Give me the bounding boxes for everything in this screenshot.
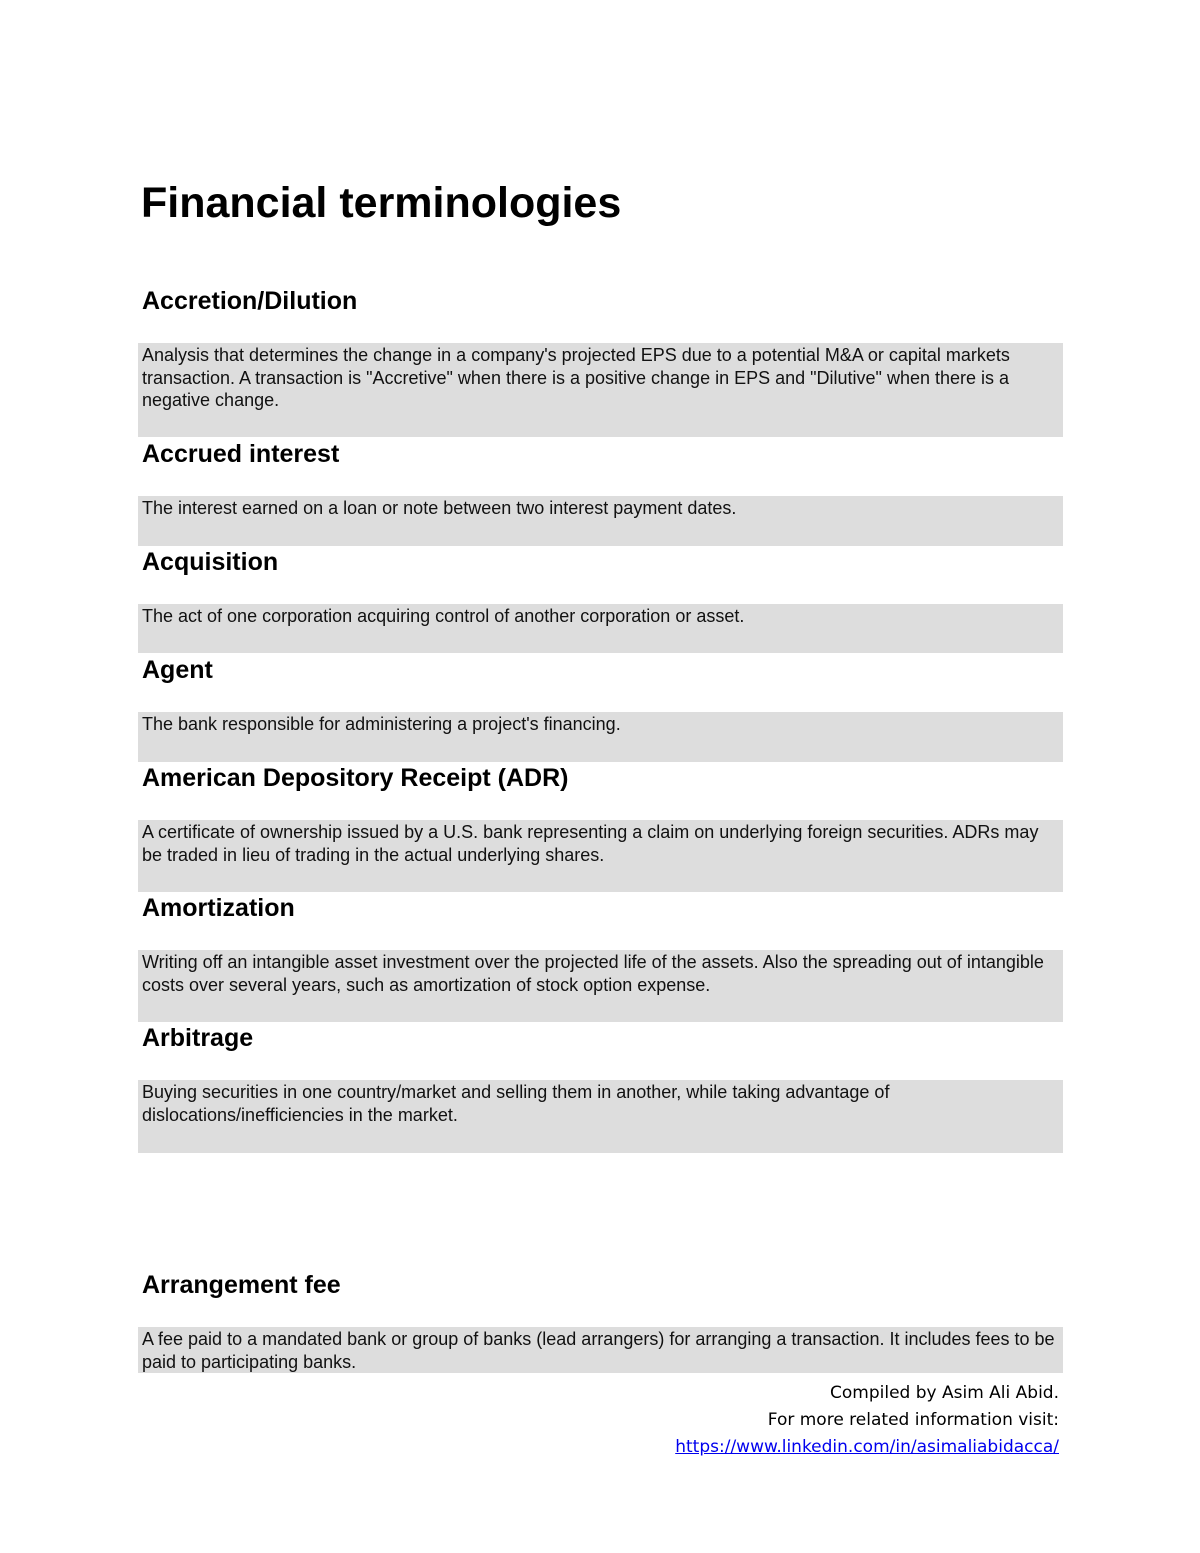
definition-acquisition: The act of one corporation acquiring control of another corporation or asset. <box>138 604 1063 653</box>
footer <box>675 1380 1059 1461</box>
definition-accretion-dilution: Analysis that determines the change in a company's projected EPS due to a potential M&A or capital markets transaction. A transaction is "Accretive" when there is a positive change in EPS and "Dilutive" when there is a negative change. <box>138 343 1063 437</box>
definition-accrued-interest: The interest earned on a loan or note between two interest payment dates. <box>138 496 1063 546</box>
more-info-text: For more related information visit: <box>767 1410 1059 1430</box>
term-heading-acquisition: Acquisition <box>142 548 279 576</box>
term-heading-amortization: Amortization <box>142 894 295 922</box>
term-heading-accretion-dilution: Accretion/Dilution <box>142 287 358 315</box>
definition-arrangement-fee: A fee paid to a mandated bank or group of banks (lead arrangers) for arranging a transaction. It includes fees to be paid to participating banks. <box>138 1327 1063 1373</box>
definition-arbitrage: Buying securities in one country/market and selling them in another, while taking advantage of dislocations/inefficiencies in the market. <box>138 1080 1063 1153</box>
page-title: Financial terminologies <box>141 179 622 227</box>
term-heading-arbitrage: Arbitrage <box>142 1024 254 1052</box>
linkedin-link[interactable]: https://www.linkedin.com/in/asimaliabidacca/ <box>675 1437 1059 1457</box>
definition-amortization: Writing off an intangible asset investment over the projected life of the assets. Also the spreading out of intangible costs over several years, such as amortization of stock option expense. <box>138 950 1063 1022</box>
definition-american-depository-receipt: A certificate of ownership issued by a U.S. bank representing a claim on underlying foreign securities. ADRs may be traded in lieu of trading in the actual underlying shares. <box>138 820 1063 892</box>
term-heading-american-depository-receipt: American Depository Receipt (ADR) <box>142 764 569 792</box>
term-heading-accrued-interest: Accrued interest <box>142 440 340 468</box>
term-heading-agent: Agent <box>142 656 213 684</box>
compiled-by-text: Compiled by Asim Ali Abid. <box>830 1383 1059 1403</box>
definition-agent: The bank responsible for administering a project's financing. <box>138 712 1063 762</box>
term-heading-arrangement-fee: Arrangement fee <box>142 1271 341 1299</box>
